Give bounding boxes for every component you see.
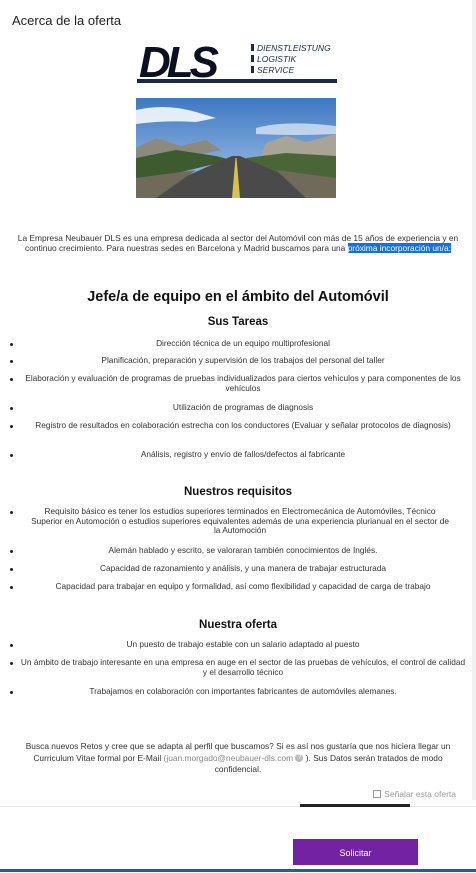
footer-bar (0, 806, 476, 873)
intro-text (12, 233, 464, 253)
external-link-icon (373, 790, 381, 798)
closing-end: ). Sus Datos serán tratados de modo confidencial. (214, 752, 443, 774)
closing-body: Busca nuevos Retos y cree que se adapta al perfil que buscamos? Si es así nos gustaría que nos hiciera llegar un Curriculum Vitae formal por E-Mail (25, 741, 451, 763)
drag-handle (300, 804, 410, 807)
logo-line-1: DIENSTLEISTUNG (257, 43, 331, 53)
intro-highlight: próxima incorporación un/a: (347, 243, 451, 253)
road-landscape-image (136, 98, 336, 198)
scrollbar[interactable] (472, 0, 476, 800)
company-logo (137, 39, 337, 87)
logo-line-2: LOGISTIK (257, 54, 297, 64)
logo-line-3: SERVICE (257, 65, 295, 75)
closing-text (12, 741, 464, 776)
intro-body: La Empresa Neubauer DLS es una empresa dedicada al sector del Automóvil con más de 15 años de experiencia y en continuo crecimiento. Para nuestras sedes en Barcelona y Madrid buscamos para una (17, 233, 459, 253)
report-offer-link[interactable] (373, 789, 456, 799)
tasks-heading: Sus Tareas (207, 316, 269, 328)
section-title: Acerca de la oferta (12, 13, 122, 28)
job-title: Jefe/a de equipo en el ámbito del Automóvil (87, 289, 389, 305)
offer-heading: Nuestra oferta (199, 619, 277, 631)
info-icon: ? (295, 754, 303, 762)
offer-card: Acerca de la oferta DLS DIENSTLEISTUNG LOGISTIK SERVICE La Empresa Neubauer DLS es una empresa dedicada al sector del Automóvil con más de 15 años de experiencia y en continuo crecimiento. Para nuestras sedes en Barcelona y Madrid buscamos para una próxima incorporación un/a: Jefe/a de equipo en el ámbito del Automóvil Sus Tareas Dirección técnica de un equipo multiprofesional Planificación, preparación y supervisión de los trabajos del personal del taller Elaboración y evaluación de programas de pruebas individualizados para ciertos vehículos y para componentes de los vehículos Utilización de programas de diagnosis Registro de resultados en colaboración estrecha con los conductores (Evaluar y señalar protocolos de diagnosis) Análisis, registro y envío de fallos/defectos al fabricante Nuestros requisitos Requisito básico es tener los estudios superiores terminados en Electromecánica de Automóviles, Técnico Superior en Automoción o estudios superiores equivalentes además de una experiencia plurianual en el sector de la Automoción Alemán hablado y escrito, se valoraran también conocimientos de Inglés. Capacidad de razonamiento y análisis, y una manera de trabajar estructurada Capacidad para trabajar en equipo y formalidad, así como flexibilidad y capacidad de carga de trabajo Nuestra oferta Un puesto de trabajo estable con un salario adaptado al puesto Un ámbito de trabajo interesante en una empresa en auge en el sector de las pruebas de vehículos, el control de calidad y el desarrollo técnico Trabajamos en colaboración con importantes fabricantes de automóviles alemanes. Busca nuevos Retos y cree que se adapta al perfil que buscamos? Si es así nos gustaría que nos hiciera llegar un Curriculum Vitae formal por E-Mail (juan.morgado@neubauer-dls.com ? ). Sus Datos serán tratados de modo confidencial. Señalar esta oferta (0, 0, 473, 800)
contact-email: (juan.morgado@neubauer-dls.com ? (164, 753, 304, 763)
requirements-heading: Nuestros requisitos (184, 486, 292, 498)
report-offer-label: Señalar esta oferta (384, 789, 456, 799)
logo-brand: DLS (139, 39, 215, 87)
apply-button[interactable]: Solicitar (293, 839, 418, 865)
